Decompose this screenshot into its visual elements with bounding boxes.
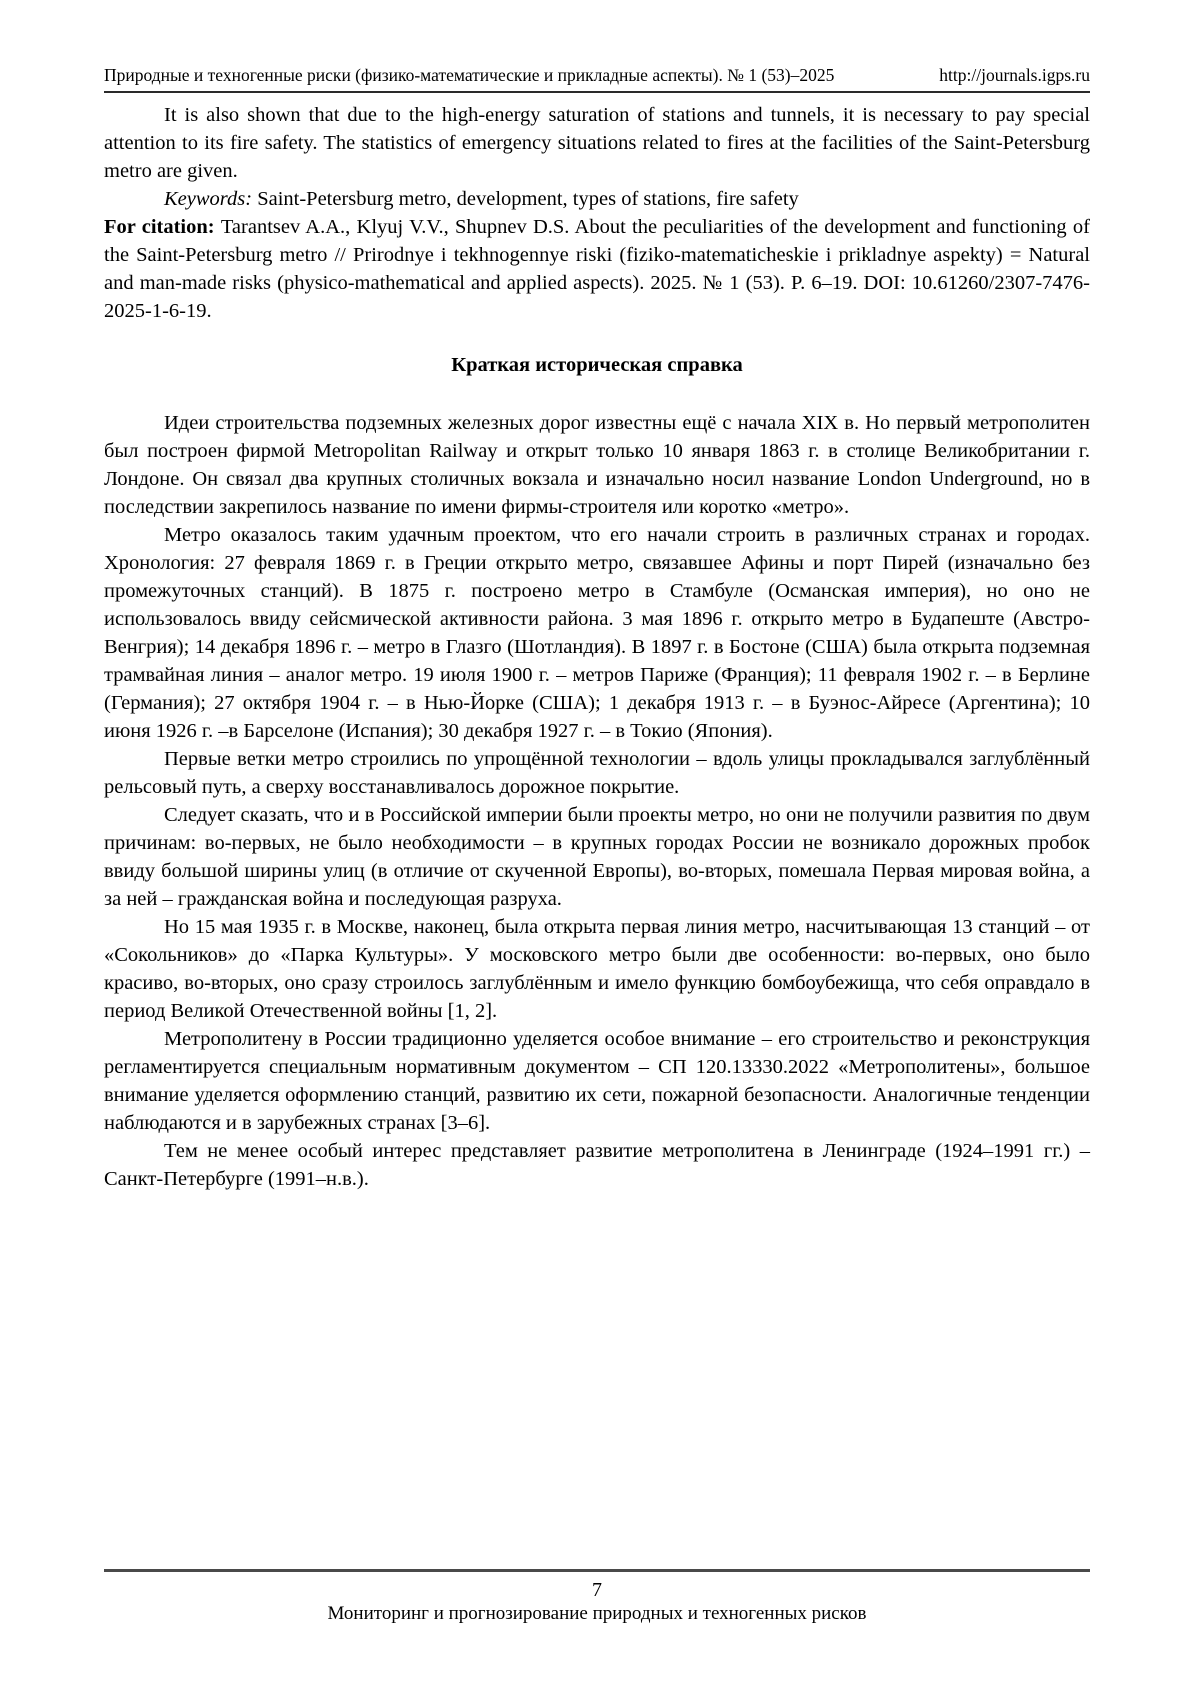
body-paragraph-4: Следует сказать, что и в Российской империи были проекты метро, но они не получили развития по двум причинам: во-первых, не было необходимости – в крупных городах России не возникало дорожных пробок ввиду большой ширины улиц (в отличие от скученной Европы), во-вторых, помешала Первая мировая война, а за ней – гражданская война и последующая разруха. bbox=[104, 804, 1090, 910]
page-footer bbox=[104, 1569, 1090, 1626]
abstract-paragraph: It is also shown that due to the high-energy saturation of stations and tunnels, it is necessary to pay special attention to its fire safety. The statistics of emergency situations related to fires at the facilities of the Saint-Petersburg metro are given. bbox=[104, 104, 1090, 182]
journal-title: Природные и техногенные риски (физико-математические и прикладные аспекты). № 1 (53)–2025 bbox=[104, 65, 835, 85]
keywords-line bbox=[104, 185, 1090, 213]
body-paragraph-5: Но 15 мая 1935 г. в Москве, наконец, была открыта первая линия метро, насчитывающая 13 станций – от «Сокольников» до «Парка Культуры». У московского метро были две особенности: во-первых, оно было красиво, во-вторых, оно сразу строилось заглублённым и имело функцию бомбоубежища, что себя оправдало в период Великой Отечественной войны [1, 2]. bbox=[104, 916, 1090, 1022]
citation-text: Tarantsev A.A., Klyuj V.V., Shupnev D.S. About the peculiarities of the development and functioning of the Saint-Petersburg metro // Prirodnye i tekhnogennye riski (fiziko-matematicheskie i prikladnye aspekty) = Natural and man-made risks (physico-mathematical and applied aspects). 2025. № 1 (53). P. 6–19. DOI: 10.61260/2307-7476-2025-1-6-19. bbox=[104, 216, 1090, 322]
article-body bbox=[104, 101, 1090, 1193]
body-paragraph-6: Метрополитену в России традиционно уделяется особое внимание – его строительство и реконструкция регламентируется специальным нормативным документом – СП 120.13330.2022 «Метрополитены», большое внимание уделяется оформлению станций, развитию их сети, пожарной безопасности. Аналогичные тенденции наблюдаются и в зарубежных странах [3–6]. bbox=[104, 1028, 1090, 1134]
keywords-text: Saint-Petersburg metro, development, types of stations, fire safety bbox=[257, 188, 799, 210]
footer-rule bbox=[104, 1569, 1090, 1572]
journal-url-link[interactable]: http://journals.igps.ru bbox=[939, 65, 1090, 85]
body-paragraph-2: Метро оказалось таким удачным проектом, что его начали строить в различных странах и городах. Хронология: 27 февраля 1869 г. в Греции открыто метро, связавшее Афины и порт Пирей (изначально без промежуточных станций). В 1875 г. построено метро в Стамбуле (Османская империя), но оно не использовалось ввиду сейсмической активности района. 3 мая 1896 г. открыто метро в Будапеште (Австро-Венгрия); 14 декабря 1896 г. – метро в Глазго (Шотландия). В 1897 г. в Бостоне (США) была открыта подземная трамвайная линия – аналог метро. 19 июля 1900 г. – метров Париже (Франция); 11 февраля 1902 г. – в Берлине (Германия); 27 октября 1904 г. – в Нью-Йорке (США); 1 декабря 1913 г. – в Буэнос-Айресе (Аргентина); 10 июня 1926 г. –в Барселоне (Испания); 30 декабря 1927 г. – в Токио (Япония). bbox=[104, 524, 1090, 742]
section-heading: Краткая историческая справка bbox=[451, 354, 743, 376]
body-paragraph-3: Первые ветки метро строились по упрощённой технологии – вдоль улицы прокладывался заглублённый рельсовый путь, а сверху восстанавливалось дорожное покрытие. bbox=[104, 748, 1090, 798]
body-paragraph-7: Тем не менее особый интерес представляет развитие метрополитена в Ленинграде (1924–1991 гг.) – Санкт-Петербурге (1991–н.в.). bbox=[104, 1140, 1090, 1190]
citation-paragraph bbox=[104, 213, 1090, 325]
body-paragraph-1: Идеи строительства подземных железных дорог известны ещё с начала XIX в. Но первый метрополитен был построен фирмой Metropolitan Railway и открыт только 10 января 1863 г. в столице Великобритании г. Лондоне. Он связал два крупных столичных вокзала и изначально носил название London Underground, но в последствии закрепилось название по имени фирмы-строителя или коротко «метро». bbox=[104, 412, 1090, 518]
running-header bbox=[104, 64, 1090, 93]
page-number: 7 bbox=[592, 1579, 602, 1601]
keywords-label: Keywords: bbox=[164, 188, 258, 210]
citation-label: For citation: bbox=[104, 216, 221, 238]
footer-journal-section: Мониторинг и прогнозирование природных и техногенных рисков bbox=[327, 1603, 867, 1624]
